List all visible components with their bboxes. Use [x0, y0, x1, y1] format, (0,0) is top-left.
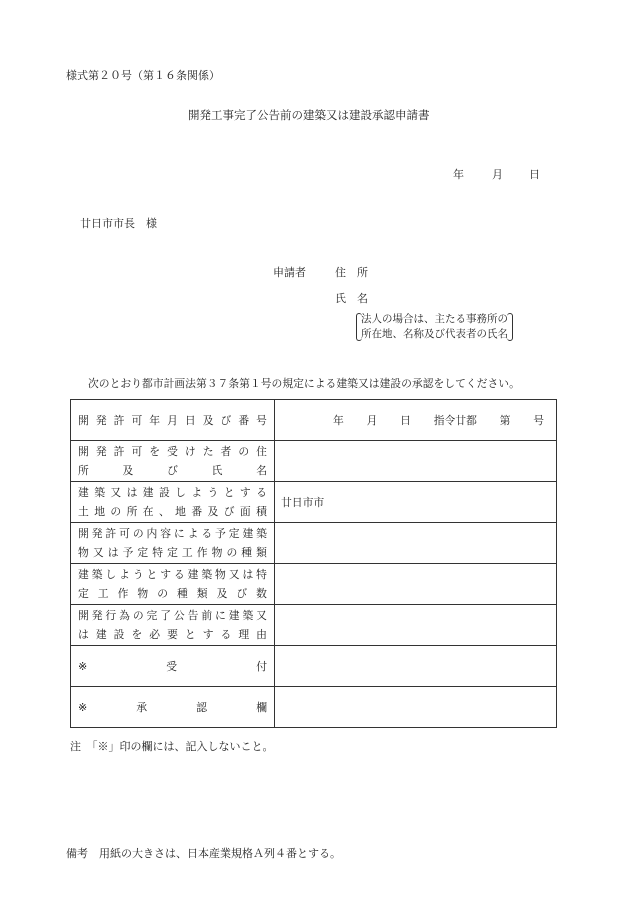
reason-label [71, 605, 275, 646]
applicant-name-label: 氏 名 [335, 292, 368, 305]
applicant-label: 申請者 [273, 266, 306, 279]
form-number: 様式第２０号（第１６条関係） [66, 69, 220, 82]
permit-day-label: 日 [400, 413, 411, 427]
submission-date-line [453, 166, 540, 182]
permittee-field[interactable] [275, 441, 557, 482]
land-location-label-line1: 建 築 又 は 建 設 し よ う と す る [78, 486, 267, 499]
permit-number-suffix: 号 [533, 413, 544, 427]
corporation-note-line1: 法人の場合は、主たる事務所の [361, 313, 508, 325]
date-year-label: 年 [453, 168, 464, 181]
planned-building-type-field[interactable] [275, 523, 557, 564]
permittee-label-line2: 所 及 び 氏 名 [78, 464, 267, 477]
table-row [71, 400, 557, 441]
permit-date-number-label-text: 開 発 許 可 年 月 日 及 び 番 号 [78, 413, 267, 427]
reception-field [275, 646, 557, 687]
land-location-label-line2: 土 地 の 所 在 、 地 番 及 び 面 積 [78, 505, 267, 518]
permit-number-prefix: 第 [499, 413, 511, 427]
building-type-count-label-line2: 定 工 作 物 の 種 類 及 び 数 [78, 587, 267, 600]
permittee-label [71, 441, 275, 482]
reason-label-line2: は 建 設 を 必 要 と す る 理 由 [78, 628, 267, 641]
remarks: 備考 用紙の大きさは、日本産業規格Ａ列４番とする。 [66, 847, 341, 860]
intro-text: 次のとおり都市計画法第３７条第１号の規定による建築又は建設の承認をしてください。 [88, 377, 520, 390]
building-type-count-field[interactable] [275, 564, 557, 605]
table-row [71, 564, 557, 605]
land-location-value: 廿日市市 [281, 495, 325, 509]
building-type-count-label [71, 564, 275, 605]
date-month-label: 月 [492, 168, 503, 181]
date-day-label: 日 [529, 168, 540, 181]
building-type-count-label-line1: 建 築 し よ う と す る 建 築 物 又 は 特 [78, 568, 267, 581]
permittee-label-line1: 開 発 許 可 を 受 け た 者 の 住 [78, 445, 267, 458]
permit-year-label: 年 [333, 413, 344, 427]
permit-month-label: 月 [366, 413, 378, 427]
planned-building-type-label [71, 523, 275, 564]
land-location-field[interactable] [275, 482, 557, 523]
reason-field[interactable] [275, 605, 557, 646]
table-row [71, 523, 557, 564]
approval-field [275, 687, 557, 728]
table-row [71, 687, 557, 728]
land-location-label [71, 482, 275, 523]
permit-designation-label: 指令廿都 [433, 413, 477, 427]
table-row [71, 482, 557, 523]
planned-building-type-label-line2: 物 又 は 予 定 特 定 工 作 物 の 種 類 [78, 546, 267, 559]
approval-label [71, 687, 275, 728]
table-row [71, 646, 557, 687]
corporation-note [356, 312, 513, 342]
permit-date-number-field[interactable] [275, 400, 557, 441]
table-row [71, 605, 557, 646]
corporation-note-line2: 所在地、名称及び代表者の氏名 [361, 328, 508, 340]
reason-label-line1: 開 発 行 為 の 完 了 公 告 前 に 建 築 又 [78, 609, 267, 622]
reception-label-text: ※ 受 付 [78, 659, 267, 673]
form-title: 開発工事完了公告前の建築又は建設承認申請書 [188, 108, 430, 122]
permit-date-number-label [71, 400, 275, 441]
addressee: 廿日市市長 様 [80, 217, 157, 230]
footnote: 注 「※」印の欄には、記入しないこと。 [70, 740, 274, 753]
planned-building-type-label-line1: 開 発 許 可 の 内 容 に よ る 予 定 建 築 [78, 527, 267, 540]
approval-label-text: ※ 承 認 欄 [78, 700, 267, 714]
applicant-address-label: 住 所 [335, 266, 368, 279]
table-row [71, 441, 557, 482]
application-table [70, 399, 557, 728]
reception-label [71, 646, 275, 687]
